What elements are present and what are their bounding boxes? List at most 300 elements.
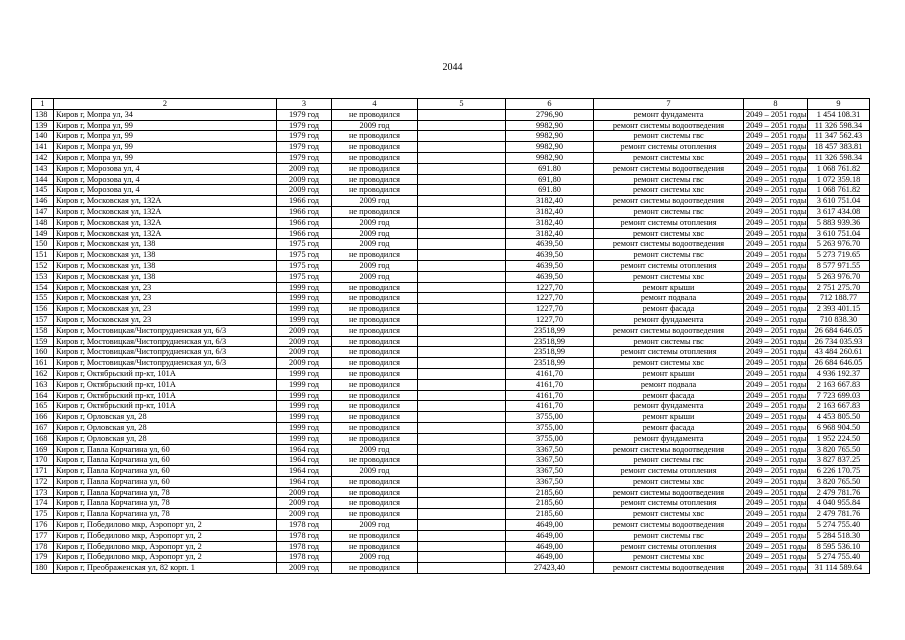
table-row	[32, 358, 870, 369]
cell-cost: 26 684 646.05	[808, 325, 870, 336]
cell-work-type: ремонт системы хвс	[594, 152, 744, 163]
table-row	[32, 368, 870, 379]
cell-cost: 2 163 667.83	[808, 401, 870, 412]
cell-cost: 3 820 765.50	[808, 444, 870, 455]
cell-build-year: 1979 год	[277, 152, 332, 163]
cell-area: 691,80	[506, 174, 594, 185]
cell-cost: 5 284 518.30	[808, 530, 870, 541]
cell-row-number: 175	[32, 509, 54, 520]
cell-period: 2049 – 2051 годы	[744, 455, 808, 466]
cell-work-type: ремонт подвала	[594, 293, 744, 304]
cell-area: 4639,50	[506, 260, 594, 271]
cell-empty-column	[418, 412, 506, 423]
table-row	[32, 185, 870, 196]
cell-work-type: ремонт системы водоотведения	[594, 487, 744, 498]
cell-row-number: 154	[32, 282, 54, 293]
table-row	[32, 509, 870, 520]
cell-work-type: ремонт системы хвс	[594, 358, 744, 369]
cell-address: Киров г, Московская ул, 23	[54, 282, 277, 293]
table-row	[32, 304, 870, 315]
cell-cost: 2 751 275.70	[808, 282, 870, 293]
cell-build-year: 1999 год	[277, 293, 332, 304]
cell-period: 2049 – 2051 годы	[744, 271, 808, 282]
cell-period: 2049 – 2051 годы	[744, 412, 808, 423]
cell-last-repair-year: не проводился	[332, 530, 418, 541]
cell-area: 3367,50	[506, 476, 594, 487]
cell-empty-column	[418, 239, 506, 250]
cell-period: 2049 – 2051 годы	[744, 131, 808, 142]
cell-empty-column	[418, 476, 506, 487]
cell-address: Киров г, Московская ул, 138	[54, 239, 277, 250]
cell-period: 2049 – 2051 годы	[744, 228, 808, 239]
cell-build-year: 1966 год	[277, 217, 332, 228]
table-row	[32, 487, 870, 498]
header-cell-1: 1	[32, 99, 54, 110]
cell-last-repair-year: не проводился	[332, 109, 418, 120]
cell-empty-column	[418, 131, 506, 142]
cell-cost: 8 595 536.10	[808, 541, 870, 552]
cell-empty-column	[418, 487, 506, 498]
header-cell-4: 4	[332, 99, 418, 110]
cell-period: 2049 – 2051 годы	[744, 120, 808, 131]
cell-cost: 1 068 761.82	[808, 185, 870, 196]
cell-last-repair-year: не проводился	[332, 541, 418, 552]
header-cell-9: 9	[808, 99, 870, 110]
cell-row-number: 174	[32, 498, 54, 509]
cell-build-year: 1964 год	[277, 455, 332, 466]
cell-area: 9982,90	[506, 131, 594, 142]
cell-address: Киров г, Победилово мкр, Аэропорт ул, 2	[54, 541, 277, 552]
cell-cost: 11 326 598.34	[808, 152, 870, 163]
cell-period: 2049 – 2051 годы	[744, 563, 808, 574]
cell-last-repair-year: 2009 год	[332, 520, 418, 531]
cell-period: 2049 – 2051 годы	[744, 368, 808, 379]
cell-empty-column	[418, 174, 506, 185]
cell-work-type: ремонт системы гвс	[594, 174, 744, 185]
cell-empty-column	[418, 379, 506, 390]
cell-address: Киров г, Морозова ул, 4	[54, 174, 277, 185]
cell-period: 2049 – 2051 годы	[744, 325, 808, 336]
cell-address: Киров г, Мопра ул, 99	[54, 131, 277, 142]
header-cell-7: 7	[594, 99, 744, 110]
cell-period: 2049 – 2051 годы	[744, 422, 808, 433]
cell-empty-column	[418, 433, 506, 444]
cell-last-repair-year: не проводился	[332, 401, 418, 412]
cell-empty-column	[418, 152, 506, 163]
cell-cost: 3 827 837.25	[808, 455, 870, 466]
cell-address: Киров г, Победилово мкр, Аэропорт ул, 2	[54, 520, 277, 531]
cell-area: 2185,60	[506, 498, 594, 509]
cell-work-type: ремонт системы водоотведения	[594, 196, 744, 207]
cell-work-type: ремонт системы отопления	[594, 217, 744, 228]
cell-period: 2049 – 2051 годы	[744, 498, 808, 509]
table-row	[32, 541, 870, 552]
cell-address: Киров г, Мостовицкая/Чистопрудненская ул, 6/3	[54, 336, 277, 347]
cell-address: Киров г, Октябрьский пр-кт, 101А	[54, 390, 277, 401]
cell-build-year: 2009 год	[277, 174, 332, 185]
cell-build-year: 1966 год	[277, 196, 332, 207]
cell-last-repair-year: не проводился	[332, 325, 418, 336]
cell-cost: 6 968 904.50	[808, 422, 870, 433]
table-row	[32, 271, 870, 282]
cell-build-year: 1979 год	[277, 131, 332, 142]
cell-row-number: 170	[32, 455, 54, 466]
table-row	[32, 347, 870, 358]
cell-last-repair-year: не проводился	[332, 379, 418, 390]
cell-empty-column	[418, 206, 506, 217]
cell-address: Киров г, Московская ул, 132А	[54, 217, 277, 228]
cell-area: 4161,70	[506, 379, 594, 390]
cell-row-number: 140	[32, 131, 54, 142]
cell-cost: 43 484 260.61	[808, 347, 870, 358]
cell-cost: 4 040 955.84	[808, 498, 870, 509]
cell-last-repair-year: не проводился	[332, 142, 418, 153]
cell-last-repair-year: не проводился	[332, 412, 418, 423]
cell-address: Киров г, Победилово мкр, Аэропорт ул, 2	[54, 552, 277, 563]
cell-empty-column	[418, 271, 506, 282]
cell-build-year: 1999 год	[277, 368, 332, 379]
cell-empty-column	[418, 368, 506, 379]
cell-address: Киров г, Павла Корчагина ул, 60	[54, 476, 277, 487]
cell-address: Киров г, Московская ул, 23	[54, 293, 277, 304]
table-row	[32, 444, 870, 455]
cell-build-year: 1999 год	[277, 304, 332, 315]
cell-cost: 6 226 170.75	[808, 466, 870, 477]
cell-row-number: 162	[32, 368, 54, 379]
cell-row-number: 138	[32, 109, 54, 120]
cell-empty-column	[418, 304, 506, 315]
cell-address: Киров г, Московская ул, 138	[54, 250, 277, 261]
cell-period: 2049 – 2051 годы	[744, 109, 808, 120]
cell-work-type: ремонт крыши	[594, 282, 744, 293]
cell-area: 691.80	[506, 163, 594, 174]
cell-work-type: ремонт фундамента	[594, 401, 744, 412]
cell-empty-column	[418, 563, 506, 574]
table-row	[32, 325, 870, 336]
cell-address: Киров г, Орловская ул, 28	[54, 422, 277, 433]
cell-cost: 2 479 781.76	[808, 487, 870, 498]
cell-address: Киров г, Мопра ул, 99	[54, 120, 277, 131]
cell-area: 3182,40	[506, 228, 594, 239]
cell-address: Киров г, Павла Корчагина ул, 78	[54, 487, 277, 498]
cell-last-repair-year: не проводился	[332, 163, 418, 174]
cell-row-number: 176	[32, 520, 54, 531]
cell-last-repair-year: не проводился	[332, 250, 418, 261]
cell-last-repair-year: не проводился	[332, 206, 418, 217]
cell-empty-column	[418, 541, 506, 552]
cell-address: Киров г, Октябрьский пр-кт, 101А	[54, 368, 277, 379]
cell-build-year: 1978 год	[277, 552, 332, 563]
cell-work-type: ремонт крыши	[594, 412, 744, 423]
cell-build-year: 1964 год	[277, 466, 332, 477]
cell-row-number: 157	[32, 314, 54, 325]
cell-build-year: 1975 год	[277, 271, 332, 282]
cell-area: 3367,50	[506, 444, 594, 455]
cell-last-repair-year: не проводился	[332, 185, 418, 196]
cell-address: Киров г, Октябрьский пр-кт, 101А	[54, 401, 277, 412]
cell-row-number: 180	[32, 563, 54, 574]
table-row	[32, 109, 870, 120]
cell-empty-column	[418, 422, 506, 433]
cell-build-year: 1999 год	[277, 314, 332, 325]
cell-work-type: ремонт крыши	[594, 368, 744, 379]
cell-row-number: 171	[32, 466, 54, 477]
table-row	[32, 142, 870, 153]
cell-last-repair-year: не проводился	[332, 282, 418, 293]
cell-row-number: 161	[32, 358, 54, 369]
cell-empty-column	[418, 325, 506, 336]
cell-period: 2049 – 2051 годы	[744, 466, 808, 477]
cell-cost: 26 684 646.05	[808, 358, 870, 369]
cell-period: 2049 – 2051 годы	[744, 260, 808, 271]
cell-row-number: 148	[32, 217, 54, 228]
table-body	[32, 109, 870, 573]
cell-address: Киров г, Мостовицкая/Чистопрудненская ул, 6/3	[54, 358, 277, 369]
cell-work-type: ремонт системы хвс	[594, 552, 744, 563]
cell-cost: 2 393 401.15	[808, 304, 870, 315]
cell-empty-column	[418, 552, 506, 563]
cell-area: 9982,90	[506, 152, 594, 163]
cell-period: 2049 – 2051 годы	[744, 390, 808, 401]
cell-build-year: 2009 год	[277, 563, 332, 574]
cell-period: 2049 – 2051 годы	[744, 239, 808, 250]
cell-row-number: 151	[32, 250, 54, 261]
table-row	[32, 282, 870, 293]
cell-empty-column	[418, 347, 506, 358]
cell-cost: 7 723 699.03	[808, 390, 870, 401]
cell-address: Киров г, Мопра ул, 99	[54, 152, 277, 163]
cell-build-year: 1975 год	[277, 250, 332, 261]
cell-build-year: 1964 год	[277, 444, 332, 455]
cell-cost: 5 274 755.40	[808, 520, 870, 531]
cell-area: 691.80	[506, 185, 594, 196]
table-row	[32, 196, 870, 207]
cell-address: Киров г, Победилово мкр, Аэропорт ул, 2	[54, 530, 277, 541]
table-row	[32, 314, 870, 325]
cell-last-repair-year: не проводился	[332, 131, 418, 142]
cell-period: 2049 – 2051 годы	[744, 293, 808, 304]
cell-period: 2049 – 2051 годы	[744, 358, 808, 369]
cell-work-type: ремонт фасада	[594, 390, 744, 401]
cell-address: Киров г, Мостовицкая/Чистопрудненская ул, 6/3	[54, 347, 277, 358]
cell-empty-column	[418, 228, 506, 239]
cell-period: 2049 – 2051 годы	[744, 552, 808, 563]
cell-row-number: 156	[32, 304, 54, 315]
cell-last-repair-year: не проводился	[332, 422, 418, 433]
cell-period: 2049 – 2051 годы	[744, 174, 808, 185]
cell-area: 4639,50	[506, 271, 594, 282]
cell-row-number: 141	[32, 142, 54, 153]
cell-area: 3755,00	[506, 412, 594, 423]
cell-area: 4161,70	[506, 390, 594, 401]
cell-row-number: 166	[32, 412, 54, 423]
cell-work-type: ремонт системы отопления	[594, 347, 744, 358]
cell-last-repair-year: не проводился	[332, 336, 418, 347]
cell-empty-column	[418, 196, 506, 207]
cell-cost: 712 188.77	[808, 293, 870, 304]
cell-last-repair-year: 2009 год	[332, 271, 418, 282]
table-row	[32, 174, 870, 185]
cell-last-repair-year: не проводился	[332, 498, 418, 509]
cell-work-type: ремонт фундамента	[594, 109, 744, 120]
cell-last-repair-year: не проводился	[332, 368, 418, 379]
cell-last-repair-year: не проводился	[332, 390, 418, 401]
page-number: 2044	[442, 62, 463, 73]
cell-last-repair-year: не проводился	[332, 455, 418, 466]
cell-period: 2049 – 2051 годы	[744, 314, 808, 325]
cell-work-type: ремонт системы водоотведения	[594, 163, 744, 174]
cell-area: 1227,70	[506, 282, 594, 293]
cell-cost: 2 479 781.76	[808, 509, 870, 520]
column-number-header	[32, 99, 870, 110]
cell-last-repair-year: не проводился	[332, 347, 418, 358]
cell-row-number: 139	[32, 120, 54, 131]
cell-address: Киров г, Павла Корчагина ул, 78	[54, 498, 277, 509]
cell-build-year: 2009 год	[277, 509, 332, 520]
cell-cost: 11 347 562.43	[808, 131, 870, 142]
cell-address: Киров г, Мопра ул, 99	[54, 142, 277, 153]
cell-row-number: 152	[32, 260, 54, 271]
table-row	[32, 401, 870, 412]
cell-period: 2049 – 2051 годы	[744, 152, 808, 163]
cell-row-number: 172	[32, 476, 54, 487]
cell-build-year: 2009 год	[277, 336, 332, 347]
cell-last-repair-year: 2009 год	[332, 239, 418, 250]
cell-cost: 5 273 719.65	[808, 250, 870, 261]
cell-period: 2049 – 2051 годы	[744, 444, 808, 455]
cell-work-type: ремонт фундамента	[594, 314, 744, 325]
cell-last-repair-year: не проводился	[332, 304, 418, 315]
cell-cost: 3 617 434.08	[808, 206, 870, 217]
cell-last-repair-year: 2009 год	[332, 552, 418, 563]
cell-build-year: 1975 год	[277, 239, 332, 250]
cell-period: 2049 – 2051 годы	[744, 336, 808, 347]
cell-work-type: ремонт системы отопления	[594, 142, 744, 153]
cell-cost: 26 734 035.93	[808, 336, 870, 347]
cell-empty-column	[418, 455, 506, 466]
cell-address: Киров г, Октябрьский пр-кт, 101А	[54, 379, 277, 390]
cell-build-year: 1999 год	[277, 282, 332, 293]
cell-empty-column	[418, 390, 506, 401]
cell-build-year: 1966 год	[277, 206, 332, 217]
cell-row-number: 158	[32, 325, 54, 336]
cell-last-repair-year: 2009 год	[332, 120, 418, 131]
cell-area: 4649,00	[506, 552, 594, 563]
cell-empty-column	[418, 314, 506, 325]
cell-build-year: 2009 год	[277, 347, 332, 358]
cell-work-type: ремонт подвала	[594, 379, 744, 390]
cell-build-year: 1978 год	[277, 520, 332, 531]
cell-area: 4649,00	[506, 541, 594, 552]
cell-work-type: ремонт системы хвс	[594, 476, 744, 487]
cell-cost: 2 163 667.83	[808, 379, 870, 390]
cell-build-year: 2009 год	[277, 358, 332, 369]
cell-build-year: 1966 год	[277, 228, 332, 239]
table-row	[32, 498, 870, 509]
header-cell-2: 2	[54, 99, 277, 110]
cell-cost: 1 454 108.31	[808, 109, 870, 120]
cell-area: 9982,90	[506, 142, 594, 153]
cell-empty-column	[418, 509, 506, 520]
table-row	[32, 552, 870, 563]
cell-row-number: 163	[32, 379, 54, 390]
cell-empty-column	[418, 466, 506, 477]
cell-address: Киров г, Московская ул, 138	[54, 260, 277, 271]
table-row	[32, 422, 870, 433]
cell-row-number: 147	[32, 206, 54, 217]
cell-address: Киров г, Московская ул, 23	[54, 314, 277, 325]
header-cell-5: 5	[418, 99, 506, 110]
cell-row-number: 142	[32, 152, 54, 163]
cell-work-type: ремонт системы хвс	[594, 271, 744, 282]
cell-period: 2049 – 2051 годы	[744, 530, 808, 541]
cell-work-type: ремонт системы гвс	[594, 530, 744, 541]
table-row	[32, 250, 870, 261]
cell-build-year: 1978 год	[277, 530, 332, 541]
header-cell-3: 3	[277, 99, 332, 110]
cell-address: Киров г, Московская ул, 23	[54, 304, 277, 315]
cell-empty-column	[418, 120, 506, 131]
cell-work-type: ремонт системы отопления	[594, 260, 744, 271]
cell-period: 2049 – 2051 годы	[744, 163, 808, 174]
cell-empty-column	[418, 163, 506, 174]
cell-cost: 5 263 976.70	[808, 239, 870, 250]
cell-row-number: 169	[32, 444, 54, 455]
cell-last-repair-year: не проводился	[332, 293, 418, 304]
cell-row-number: 178	[32, 541, 54, 552]
cell-area: 2185,60	[506, 509, 594, 520]
table-row	[32, 131, 870, 142]
cell-work-type: ремонт системы гвс	[594, 131, 744, 142]
cell-cost: 4 453 805.50	[808, 412, 870, 423]
cell-address: Киров г, Павла Корчагина ул, 60	[54, 444, 277, 455]
cell-row-number: 145	[32, 185, 54, 196]
cell-last-repair-year: не проводился	[332, 358, 418, 369]
cell-row-number: 168	[32, 433, 54, 444]
cell-build-year: 1999 год	[277, 433, 332, 444]
cell-empty-column	[418, 185, 506, 196]
table-row	[32, 120, 870, 131]
cell-empty-column	[418, 336, 506, 347]
cell-empty-column	[418, 282, 506, 293]
cell-area: 2796,90	[506, 109, 594, 120]
table-row	[32, 520, 870, 531]
cell-row-number: 173	[32, 487, 54, 498]
cell-row-number: 164	[32, 390, 54, 401]
cell-work-type: ремонт системы водоотведения	[594, 239, 744, 250]
cell-area: 2185,60	[506, 487, 594, 498]
cell-area: 3367,50	[506, 455, 594, 466]
cell-row-number: 159	[32, 336, 54, 347]
cell-address: Киров г, Орловская ул, 28	[54, 412, 277, 423]
cell-cost: 5 263 976.70	[808, 271, 870, 282]
cell-empty-column	[418, 142, 506, 153]
cell-build-year: 1978 год	[277, 541, 332, 552]
cell-address: Киров г, Павла Корчагина ул, 60	[54, 455, 277, 466]
cell-cost: 31 114 589.64	[808, 563, 870, 574]
cell-address: Киров г, Павла Корчагина ул, 78	[54, 509, 277, 520]
cell-row-number: 165	[32, 401, 54, 412]
table-row	[32, 476, 870, 487]
cell-work-type: ремонт системы гвс	[594, 250, 744, 261]
cell-cost: 18 457 383.81	[808, 142, 870, 153]
cell-build-year: 1999 год	[277, 401, 332, 412]
cell-work-type: ремонт фасада	[594, 304, 744, 315]
table-row	[32, 379, 870, 390]
table-row	[32, 163, 870, 174]
cell-row-number: 144	[32, 174, 54, 185]
cell-area: 1227,70	[506, 293, 594, 304]
